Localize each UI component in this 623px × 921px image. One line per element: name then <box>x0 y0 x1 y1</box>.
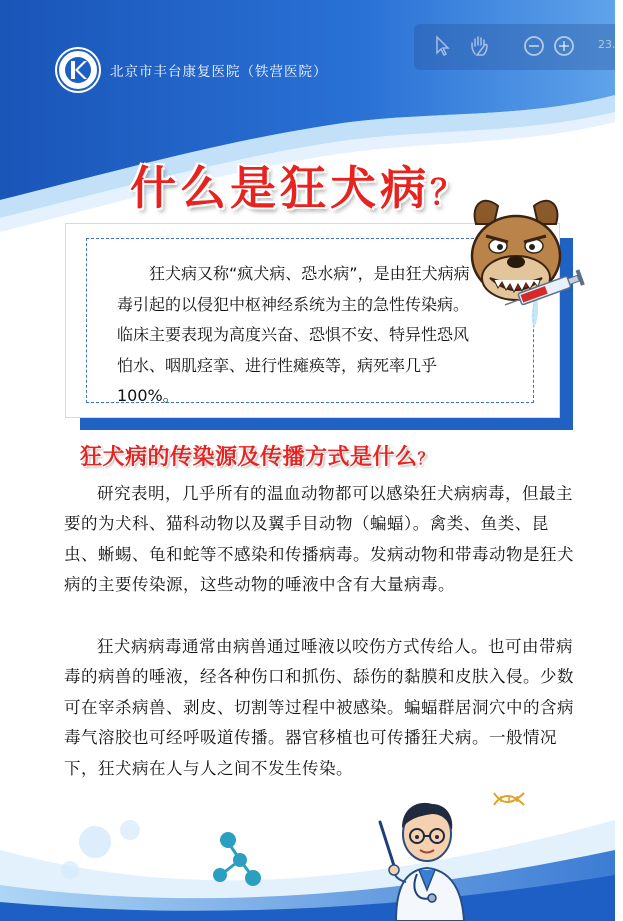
paragraph-transmission: 狂犬病病毒通常由病兽通过唾液以咬伤方式传给人。也可由带病毒的病兽的唾液，经各种伤口和抓伤、舔伤的黏膜和皮肤入侵。少数可在宰杀病兽、剥皮、切割等过程中被感染。蝙蝠群居洞穴中的含病毒气溶胶也可经呼吸道传播。器官移植也可传播狂犬病。一般情况下，狂犬病在人与人之间不发生传染。 <box>64 637 574 778</box>
section-heading-text: 狂犬病的传染源及传播方式是什么 <box>80 445 418 470</box>
angry-dog-syringe-icon <box>440 190 590 350</box>
zoom-out-icon[interactable] <box>520 32 548 60</box>
pointer-icon[interactable] <box>428 32 456 60</box>
hospital-logo-icon <box>54 46 102 94</box>
section-heading-question-mark: ？ <box>417 449 435 468</box>
hand-icon[interactable] <box>466 32 494 60</box>
page-title <box>130 152 468 218</box>
page-title-question-mark: ？ <box>430 173 468 213</box>
dna-icon <box>492 790 526 808</box>
zoom-in-icon[interactable] <box>550 32 578 60</box>
hospital-name: 北京市丰台康复医院（铁营医院） <box>110 64 328 80</box>
section-heading <box>80 440 434 471</box>
doctor-illustration-icon <box>372 786 482 921</box>
viewer-toolbar <box>414 24 623 70</box>
paragraph-infection-source: 研究表明，几乎所有的温血动物都可以感染狂犬病病毒，但最主要的为犬科、猫科动物以及翼手目动物（蝙蝠）。禽类、鱼类、昆虫、蜥蜴、龟和蛇等不感染和传播病毒。发病动物和带毒动物是狂犬病的主要传染源，这些动物的唾液中含有大量病毒。 <box>64 484 574 595</box>
definition-text: 狂犬病又称“疯犬病、恐水病”，是由狂犬病病毒引起的以侵犯中枢神经系统为主的急性传染病。临床主要表现为高度兴奋、恐惧不安、特异性恐风怕水、咽肌痉挛、进行性瘫痪等，病死率几乎100%。 <box>117 264 470 405</box>
page-title-text: 什么是狂犬病 <box>130 161 430 215</box>
molecule-icon <box>206 828 262 888</box>
zoom-level: 23.5 <box>598 38 623 51</box>
